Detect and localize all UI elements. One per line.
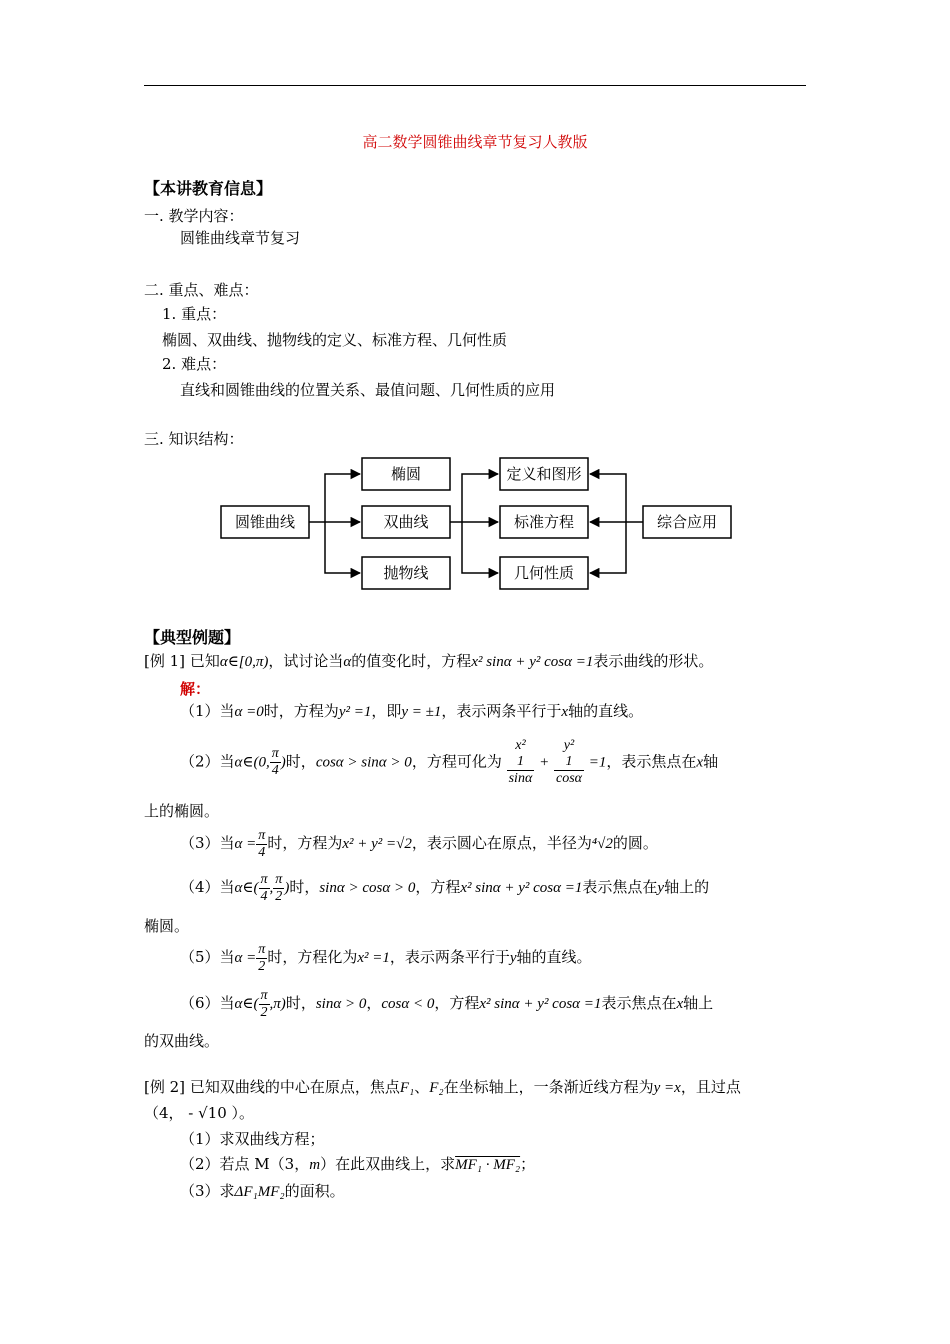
case-4: （4）当α∈( $\frac{\pi}{4}$ , $\frac{\pi}{2}$ )时，sinα > cosα > 0，方程x² sinα + y² cosα =1表示焦点在y轴上的 bbox=[180, 871, 710, 904]
label-hyperbola: 双曲线 bbox=[383, 513, 429, 531]
knowledge-diagram bbox=[0, 0, 950, 620]
label-standard-eq: 标准方程 bbox=[513, 513, 575, 531]
case-6: （6）当α∈( $\frac{\pi}{2}$ ,π)时，sinα > 0，cosα < 0，方程x² sinα + y² cosα =1表示焦点在x轴上 bbox=[180, 987, 714, 1020]
label-application: 综合应用 bbox=[656, 513, 718, 531]
question-2: （2）若点 M（3，m）在此双曲线上，求MF₁ · MF₂； bbox=[180, 1155, 536, 1173]
label-properties: 几何性质 bbox=[513, 564, 575, 582]
case-4-continued: 椭圆。 bbox=[144, 917, 190, 935]
case-6-continued: 的双曲线。 bbox=[144, 1032, 220, 1050]
item-difficulty: 2. 难点： bbox=[162, 355, 227, 373]
question-1: （1）求双曲线方程； bbox=[180, 1130, 325, 1148]
example-2-statement: [例 2] 已知双曲线的中心在原点，焦点F₁、F₂在坐标轴上，一条渐近线方程为y =x，且过点 bbox=[144, 1078, 741, 1096]
question-3: （3）求ΔF₁MF₂的面积。 bbox=[180, 1182, 345, 1200]
item-focus: 1. 重点： bbox=[162, 305, 227, 323]
label-conic: 圆锥曲线 bbox=[234, 513, 296, 531]
label-parabola: 抛物线 bbox=[383, 564, 429, 582]
section-heading-examples: 【典型例题】 bbox=[144, 628, 241, 647]
section-heading-info: 【本讲教育信息】 bbox=[144, 179, 273, 198]
case-2-continued: 上的椭圆。 bbox=[144, 802, 220, 820]
case-2: （2）当α∈(0, $\frac{\pi}{4}$ )时，cosα > sinα > 0，方程可化为 x² 1 sinα + y² 1 cosα =1，表示焦点在x轴 bbox=[180, 738, 719, 786]
case-3: （3）当α = $\frac{\pi}{4}$ 时，方程为x² + y² =√2，表示圆心在原点，半径为⁴√2的圆。 bbox=[180, 827, 658, 860]
case-1: （1）当α =0时，方程为y² =1，即y = ±1，表示两条平行于x轴的直线。 bbox=[180, 702, 644, 720]
case-5: （5）当α = $\frac{\pi}{2}$ 时，方程化为x² =1，表示两条平行于y轴的直线。 bbox=[180, 941, 592, 974]
solution-label: 解： bbox=[180, 680, 211, 698]
label-definition: 定义和图形 bbox=[506, 465, 582, 483]
label-ellipse: 椭圆 bbox=[390, 465, 422, 483]
item-teaching-content: 一. 教学内容： bbox=[144, 207, 244, 225]
document-title: 高二数学圆锥曲线章节复习人教版 bbox=[362, 133, 588, 151]
item-focus-text: 椭圆、双曲线、抛物线的定义、标准方程、几何性质 bbox=[162, 331, 508, 349]
item-difficulty-text: 直线和圆锥曲线的位置关系、最值问题、几何性质的应用 bbox=[180, 381, 556, 399]
item-key-points: 二. 重点、难点： bbox=[144, 281, 259, 299]
example-1-statement: [例 1] 已知α∈[0,π)，试讨论当α的值变化时，方程x² sinα + y² cosα =1表示曲线的形状。 bbox=[144, 652, 714, 670]
item-knowledge-structure: 三. 知识结构： bbox=[144, 430, 244, 448]
example-2-point: （4， - √10 ）。 bbox=[144, 1104, 255, 1122]
item-chapter-review: 圆锥曲线章节复习 bbox=[180, 229, 301, 247]
